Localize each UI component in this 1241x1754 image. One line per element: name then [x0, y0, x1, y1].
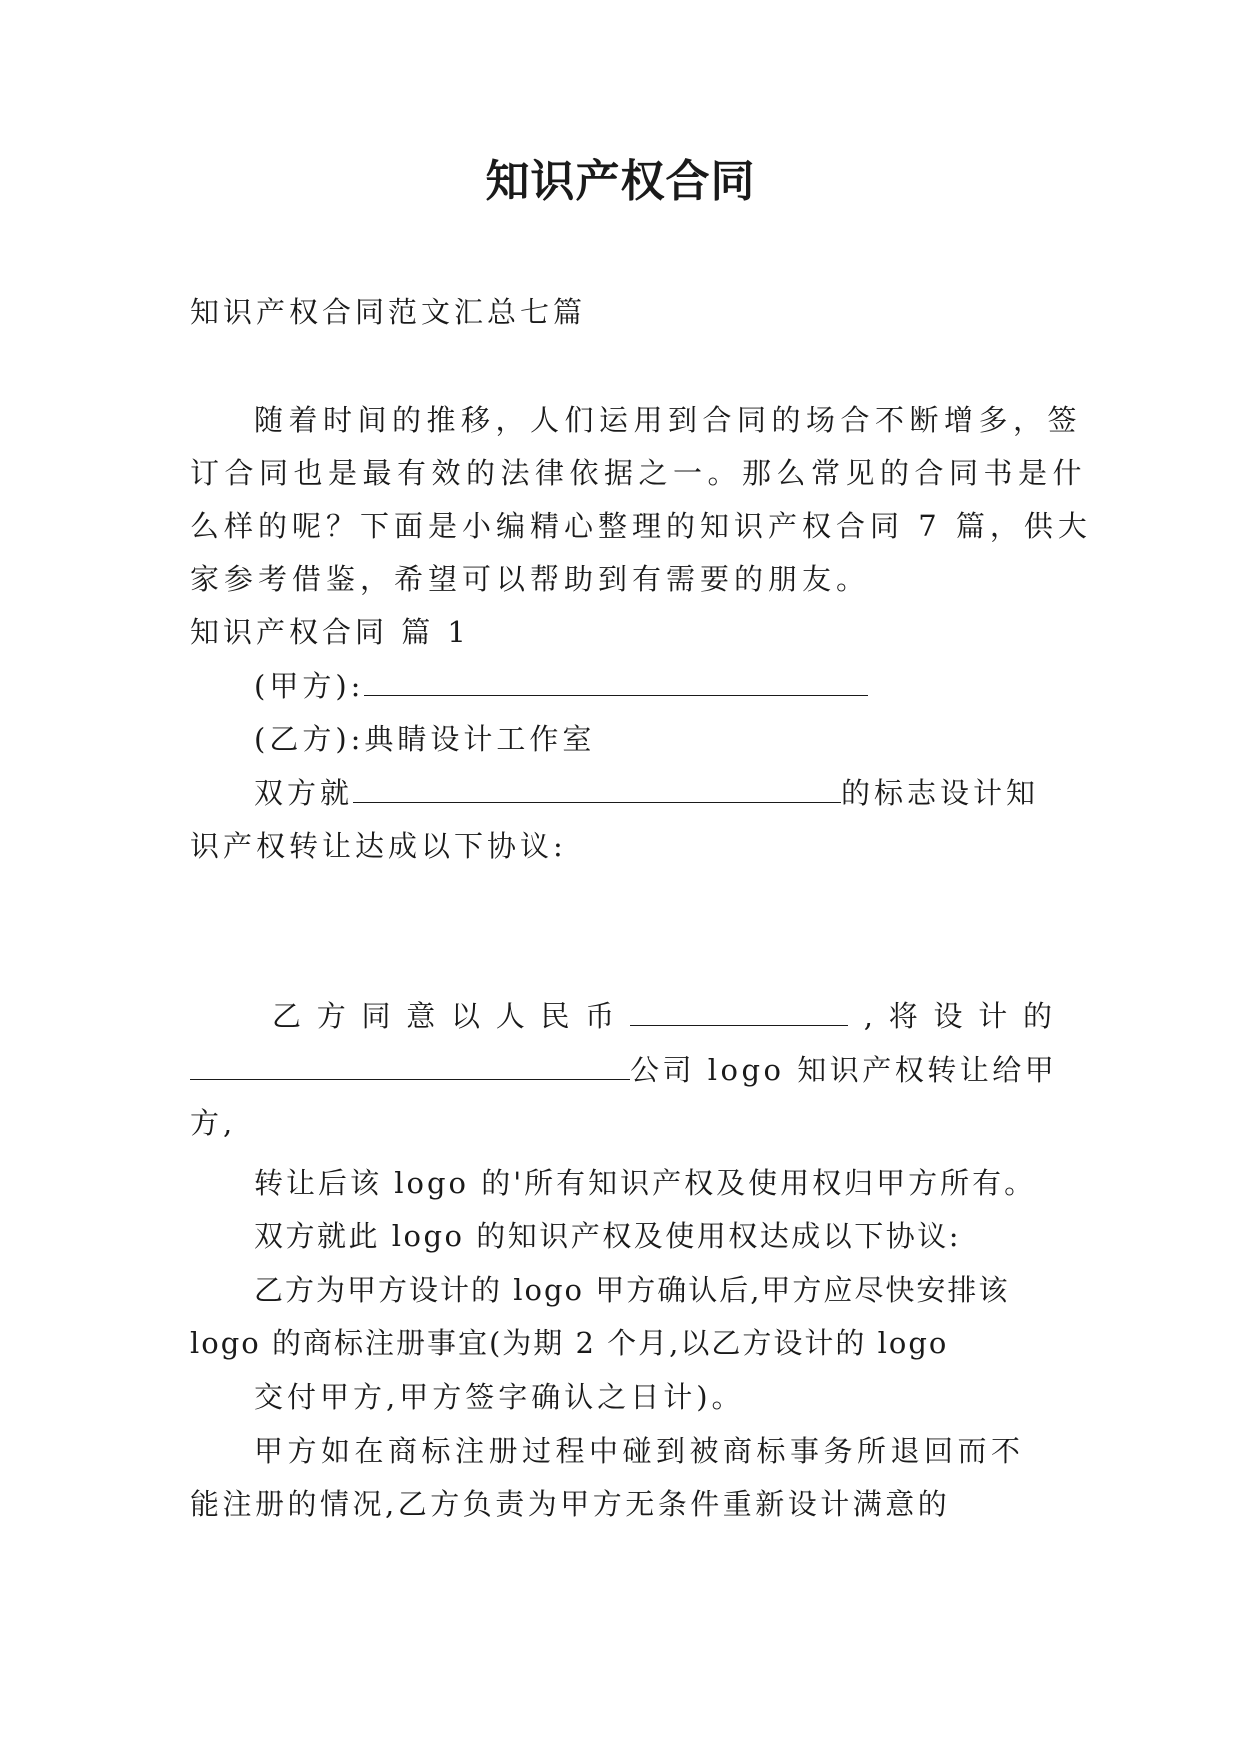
price-suffix-char: 的: [1022, 999, 1052, 1033]
price-char: 以: [451, 999, 481, 1033]
document-subtitle: 知识产权合同范文汇总七篇: [190, 295, 587, 329]
price-line: [272, 996, 1052, 1036]
price-char: 乙: [272, 999, 302, 1033]
intro-line-3: 么样的呢？下面是小编精心整理的知识产权合同 7 篇，供大: [190, 509, 1092, 543]
section-heading: 知识产权合同 篇 1: [190, 615, 470, 649]
price-char: 方: [316, 999, 346, 1033]
failure-line-1: 甲方如在商标注册过程中碰到被商标事务所退回而不: [254, 1434, 1025, 1468]
agree-line-1: [254, 773, 1039, 813]
intro-line-1: 随着时间的推移，人们运用到合同的场合不断增多，签: [254, 403, 1083, 437]
intro-line-4: 家参考借鉴，希望可以帮助到有需要的朋友。: [190, 562, 871, 596]
price-char: 币: [585, 999, 615, 1033]
registration-line-3: 交付甲方,甲方签字确认之日计)。: [254, 1380, 745, 1414]
price-char: 同: [361, 999, 391, 1033]
price-char: 人: [495, 999, 525, 1033]
company-suffix: 公司 logo 知识产权转让给甲: [630, 1053, 1058, 1087]
party-a-blank[interactable]: [364, 671, 868, 696]
party-a-label: (甲方):: [254, 669, 365, 703]
company-line: [190, 1050, 1057, 1090]
company-name-blank[interactable]: [190, 1055, 630, 1080]
registration-line-1: 乙方为甲方设计的 logo 甲方确认后,甲方应尽快安排该: [254, 1273, 1010, 1307]
agree-prefix: 双方就: [254, 776, 354, 810]
company-line-2: 方,: [190, 1106, 237, 1140]
price-suffix-char: 计: [978, 999, 1008, 1033]
agree-suffix: 的标志设计知: [841, 776, 1040, 810]
price-amount-blank[interactable]: [630, 1001, 848, 1026]
agree-line-2: 识产权转让达成以下协议:: [190, 829, 567, 863]
rights-line: 转让后该 logo 的'所有知识产权及使用权归甲方所有。: [254, 1166, 1037, 1200]
intro-line-2: 订合同也是最有效的法律依据之一。那么常见的合同书是什: [190, 456, 1088, 490]
price-suffix-char: 将: [888, 999, 918, 1033]
party-a-line: [254, 666, 868, 706]
party-b-line: (乙方):典睛设计工作室: [254, 722, 596, 756]
design-subject-blank[interactable]: [353, 778, 841, 803]
agree2-line: 双方就此 logo 的知识产权及使用权达成以下协议:: [254, 1219, 961, 1253]
price-suffix-char: 设: [933, 999, 963, 1033]
registration-line-2: logo 的商标注册事宜(为期 2 个月,以乙方设计的 logo: [190, 1326, 949, 1360]
price-char: 民: [540, 999, 570, 1033]
price-suffix-char: ,: [863, 999, 873, 1033]
document-title: 知识产权合同: [485, 156, 756, 207]
failure-line-2: 能注册的情况,乙方负责为甲方无条件重新设计满意的: [190, 1487, 951, 1521]
price-char: 意: [406, 999, 436, 1033]
